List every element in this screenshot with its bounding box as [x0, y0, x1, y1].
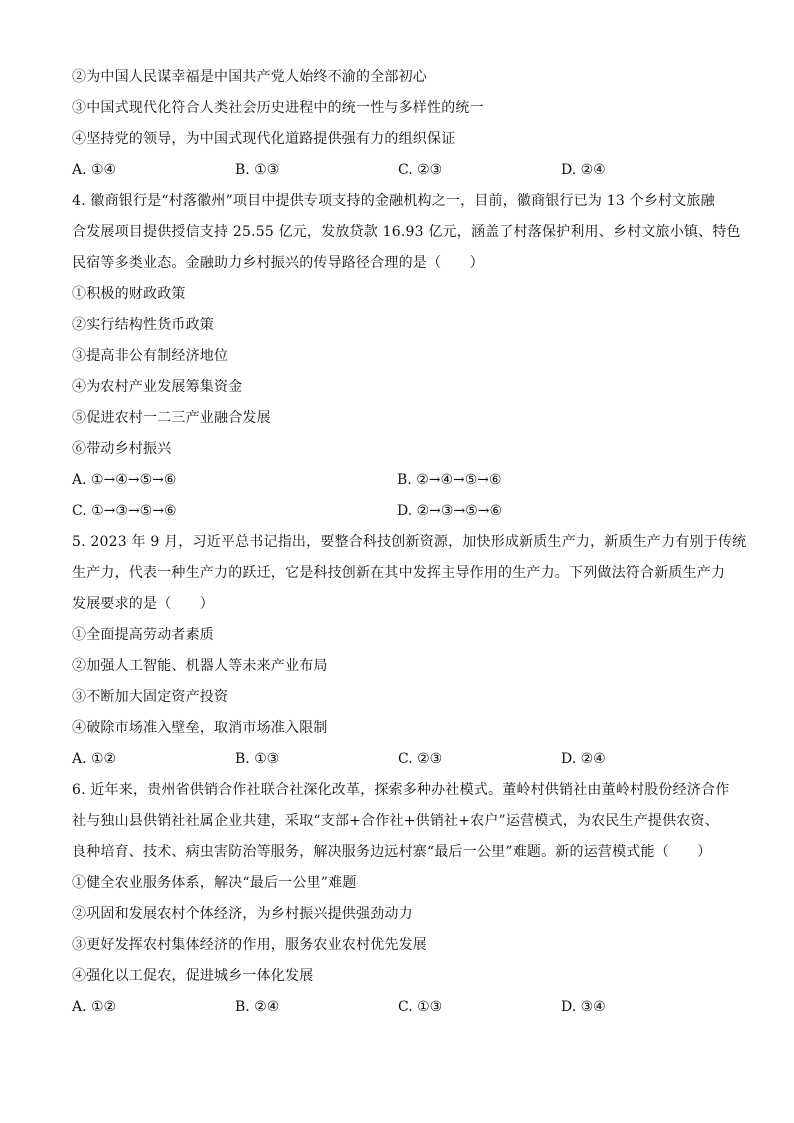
q6-stem-line-3: 良种培育、技术、病虫害防治等服务，解决服务边远村寨“最后一公里”难题。新的运营模式能（ ） [72, 844, 712, 860]
q6-option-c: C. ①③ [398, 999, 443, 1015]
question-6 [72, 775, 732, 1023]
q6-item-1: ①健全农业服务体系，解决“最后一公里”难题 [72, 875, 357, 891]
q5-option-c: C. ②③ [398, 751, 443, 767]
q4-options-row-2 [72, 496, 732, 527]
q6-item-2: ②巩固和发展农村个体经济，为乡村振兴提供强劲动力 [72, 906, 413, 922]
q4-stem-line-3: 民宿等多类业态。金融助力乡村振兴的传导路径合理的是（ ） [72, 255, 484, 271]
q4-stem-line-1: 4. 徽商银行是“村落徽州”项目中提供专项支持的金融机构之一，目前，徽商银行已为 13 个乡村文旅融 [72, 193, 715, 209]
q4-option-d: D. ②→③→⑤→⑥ [397, 503, 503, 519]
q3-option-c: C. ②③ [398, 162, 443, 178]
q5-option-b: B. ①③ [235, 751, 280, 767]
exam-page [72, 62, 747, 1023]
q3-item-3: ③中国式现代化符合人类社会历史进程中的统一性与多样性的统一 [72, 100, 484, 116]
q6-option-a: A. ①② [72, 999, 117, 1015]
q4-item-5: ⑤促进农村一二三产业融合发展 [72, 410, 271, 426]
q5-option-d: D. ②④ [561, 751, 606, 767]
q3-option-d: D. ②④ [561, 162, 606, 178]
q6-stem-line-1: 6. 近年来，贵州省供销合作社联合社深化改革，探索多种办社模式。董岭村供销社由董岭村股份经济合作 [72, 782, 730, 798]
q6-option-d: D. ③④ [561, 999, 606, 1015]
q5-options [72, 744, 732, 775]
q5-stem-line-2: 生产力，代表一种生产力的跃迁，它是科技创新在其中发挥主导作用的生产力。下列做法符合新质生产力 [72, 565, 726, 581]
question-5 [72, 527, 747, 775]
q4-options-row-1 [72, 465, 732, 496]
q6-stem-line-2: 社与独山县供销社社属企业共建，采取“支部+合作社+供销社+农户”运营模式，为农民生产提供农资、 [72, 813, 719, 829]
q4-stem-line-2: 合发展项目提供授信支持 25.55 亿元，发放贷款 16.93 亿元，涵盖了村落保护利用、乡村文旅小镇、特色 [72, 224, 741, 240]
q5-item-3: ③不断加大固定资产投资 [72, 689, 229, 705]
q4-option-a: A. ①→④→⑤→⑥ [72, 472, 177, 488]
q5-item-1: ①全面提高劳动者素质 [72, 627, 214, 643]
q4-option-c: C. ①→③→⑤→⑥ [72, 503, 177, 519]
q3-option-b: B. ①③ [235, 162, 280, 178]
question-3-tail [72, 62, 732, 186]
q4-item-2: ②实行结构性货币政策 [72, 317, 214, 333]
q3-item-2: ②为中国人民谋幸福是中国共产党人始终不渝的全部初心 [72, 69, 427, 85]
q5-item-4: ④破除市场准入壁垒，取消市场准入限制 [72, 720, 328, 736]
q5-stem-line-1: 5. 2023 年 9 月，习近平总书记指出，要整合科技创新资源，加快形成新质生产力，新质生产力有别于传统 [72, 534, 747, 550]
q3-item-4: ④坚持党的领导，为中国式现代化道路提供强有力的组织保证 [72, 131, 456, 147]
q5-stem-line-3: 发展要求的是（ ） [72, 596, 214, 612]
q6-options [72, 992, 732, 1023]
q4-item-1: ①积极的财政政策 [72, 286, 186, 302]
q6-item-4: ④强化以工促农，促进城乡一体化发展 [72, 968, 314, 984]
q4-item-4: ④为农村产业发展筹集资金 [72, 379, 243, 395]
q6-item-3: ③更好发挥农村集体经济的作用，服务农业农村优先发展 [72, 937, 427, 953]
q4-item-3: ③提高非公有制经济地位 [72, 348, 229, 364]
q5-option-a: A. ①② [72, 751, 117, 767]
q3-options [72, 155, 732, 186]
q6-option-b: B. ②④ [235, 999, 280, 1015]
q4-item-6: ⑥带动乡村振兴 [72, 441, 172, 457]
q5-item-2: ②加强人工智能、机器人等未来产业布局 [72, 658, 328, 674]
q4-option-b: B. ②→④→⑤→⑥ [397, 472, 502, 488]
q3-option-a: A. ①④ [72, 162, 117, 178]
question-4 [72, 186, 741, 527]
